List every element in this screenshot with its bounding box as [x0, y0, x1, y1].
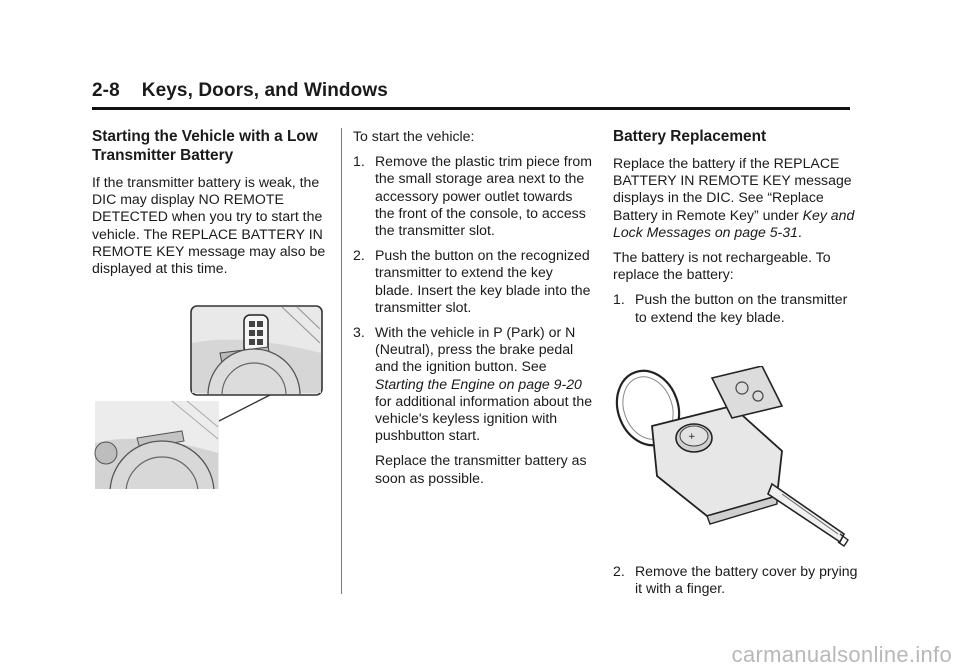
- header-rule: [92, 107, 850, 110]
- step-number: 2.: [613, 563, 625, 579]
- column-2: [353, 128, 593, 495]
- starting-engine-link[interactable]: Starting the Engine on page 9-20: [375, 375, 582, 392]
- step-text: [375, 324, 593, 444]
- step-text: Remove the plastic trim piece from the small storage area next to the accessory power outlet towards the front of the console, to access the transmitter slot.: [375, 153, 592, 239]
- page-number: 2-8: [92, 80, 120, 101]
- step-text: Push the button on the transmitter to extend the key blade.: [635, 291, 848, 325]
- column-3-bottom: [613, 563, 858, 605]
- svg-text:+: +: [688, 432, 696, 442]
- battery-paragraph-2: The battery is not rechargeable. To replace the battery:: [613, 249, 831, 283]
- column-divider: [341, 128, 342, 594]
- start-step-2: [353, 247, 593, 316]
- replace-note: Replace the transmitter battery as soon as possible.: [375, 452, 587, 486]
- step-text-before: With the vehicle in P (Park) or N (Neutral), press the brake pedal and the ignition button. See: [375, 324, 576, 375]
- header-title: [92, 80, 852, 102]
- step-text: Push the button on the recognized transmitter to extend the key blade. Insert the key blade into the transmitter slot.: [375, 247, 591, 315]
- key-fob-battery-illustration: [612, 366, 854, 554]
- transmitter-slot-illustration: [92, 303, 325, 493]
- battery-step-2: [613, 563, 858, 597]
- start-step-1: [353, 153, 593, 239]
- column-3: [613, 128, 858, 334]
- watermark: carmanualsonline.info: [731, 642, 952, 667]
- step-number: 2.: [353, 247, 365, 264]
- battery-replacement-heading: Battery Replacement: [613, 128, 767, 145]
- battery-paragraph-1: [613, 155, 858, 241]
- battery-step-1: [613, 291, 858, 325]
- step-text: Remove the battery cover by prying it with a finger.: [635, 563, 858, 597]
- step-number: 1.: [353, 153, 365, 170]
- section-title: Keys, Doors, and Windows: [141, 80, 388, 101]
- step-number: 3.: [353, 324, 365, 341]
- key-lock-messages-link[interactable]: Key and Lock Messages on page 5-31: [613, 206, 855, 240]
- step-number: 1.: [613, 291, 625, 308]
- low-battery-heading: Starting the Vehicle with a Low Transmitter Battery: [92, 128, 318, 164]
- column-1: [92, 128, 337, 285]
- start-step-3: [353, 324, 593, 444]
- page-header: [92, 80, 852, 102]
- low-battery-paragraph: If the transmitter battery is weak, the DIC may display NO REMOTE DETECTED when you try to start the vehicle. The REPLACE BATTERY IN REMOTE KEY message may also be displayed at this time.: [92, 174, 326, 277]
- step-text-after: for additional information about the vehicle's keyless ignition with pushbutton start.: [375, 392, 593, 444]
- p1-end: .: [797, 223, 802, 240]
- p1-text: Replace the battery if the REPLACE BATTERY IN REMOTE KEY message displays in the DIC. See “Replace Battery in Remote Key” under: [613, 155, 852, 223]
- start-intro: To start the vehicle:: [353, 128, 475, 144]
